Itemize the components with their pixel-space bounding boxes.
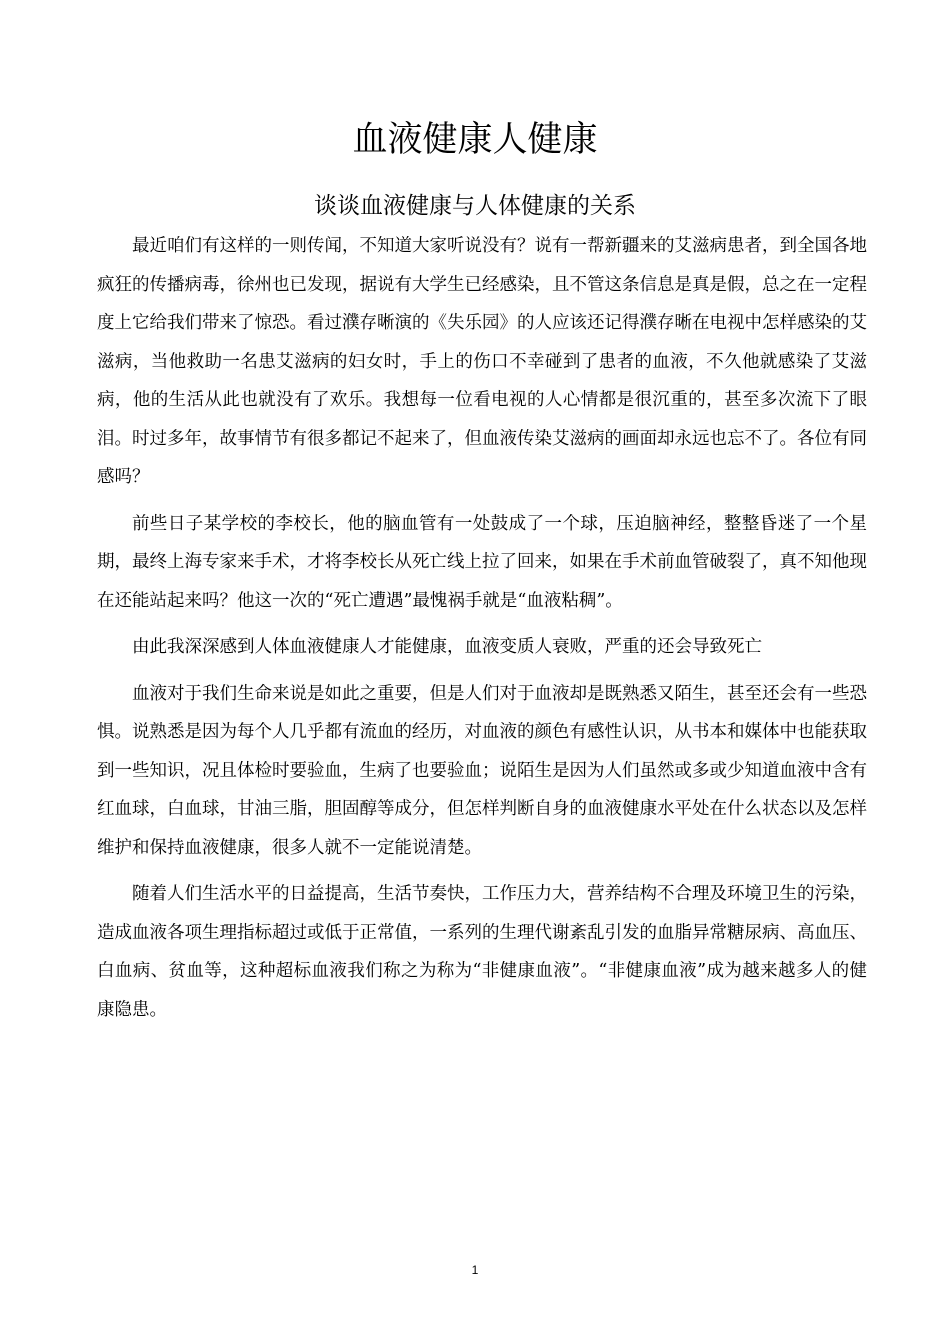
paragraph-1: 最近咱们有这样的一则传闻，不知道大家听说没有？说有一帮新疆来的艾滋病患者，到全国各地疯狂的传播病毒，徐州也已发现，据说有大学生已经感染，且不管这条信息是真是假，总之在一定程度上它给我们带来了惊恐。看过濮存晰演的《失乐园》的人应该还记得濮存晰在电视中怎样感染的艾滋病，当他救助一名患艾滋病的妇女时，手上的伤口不幸碰到了患者的血液，不久他就感染了艾滋病，他的生活从此也就没有了欢乐。我想每一位看电视的人心情都是很沉重的，甚至多次流下了眼泪。时过多年，故事情节有很多都记不起来了，但血液传染艾滋病的画面却永远也忘不了。各位有同感吗？: [97, 236, 867, 487]
paragraph-4: 血液对于我们生命来说是如此之重要，但是人们对于血液却是既熟悉又陌生，甚至还会有一些恐惧。说熟悉是因为每个人几乎都有流血的经历，对血液的颜色有感性认识，从书本和媒体中也能获取到一些知识，况且体检时要验血，生病了也要验血；说陌生是因为人们虽然或多或少知道血液中含有红血球，白血球，甘油三脂，胆固醇等成分，但怎样判断自身的血液健康水平处在什么状态以及怎样维护和保持血液健康，很多人就不一定能说清楚。: [97, 683, 867, 858]
page-number: 1: [471, 1263, 479, 1277]
document-body: [97, 227, 867, 1037]
paragraph-5: 随着人们生活水平的日益提高，生活节奏快，工作压力大，营养结构不合理及环境卫生的污染，造成血液各项生理指标超过或低于正常值，一系列的生理代谢紊乱引发的血脂异常糖尿病、高血压、白血病、贫血等，这种超标血液我们称之为称为“非健康血液”。“非健康血液”成为越来越多人的健康隐患。: [97, 884, 867, 1020]
paragraph-2: 前些日子某学校的李校长，他的脑血管有一处鼓成了一个球，压迫脑神经，整整昏迷了一个星期，最终上海专家来手术，才将李校长从死亡线上拉了回来，如果在手术前血管破裂了，真不知他现在还能站起来吗？他这一次的“死亡遭遇”最愧祸手就是“血液粘稠”。: [97, 513, 867, 611]
document-subtitle: 谈谈血液健康与人体健康的关系: [314, 193, 636, 219]
document-title: 血液健康人健康: [352, 120, 598, 160]
paragraph-3: 由此我深深感到人体血液健康人才能健康，血液变质人衰败，严重的还会导致死亡: [132, 637, 762, 657]
